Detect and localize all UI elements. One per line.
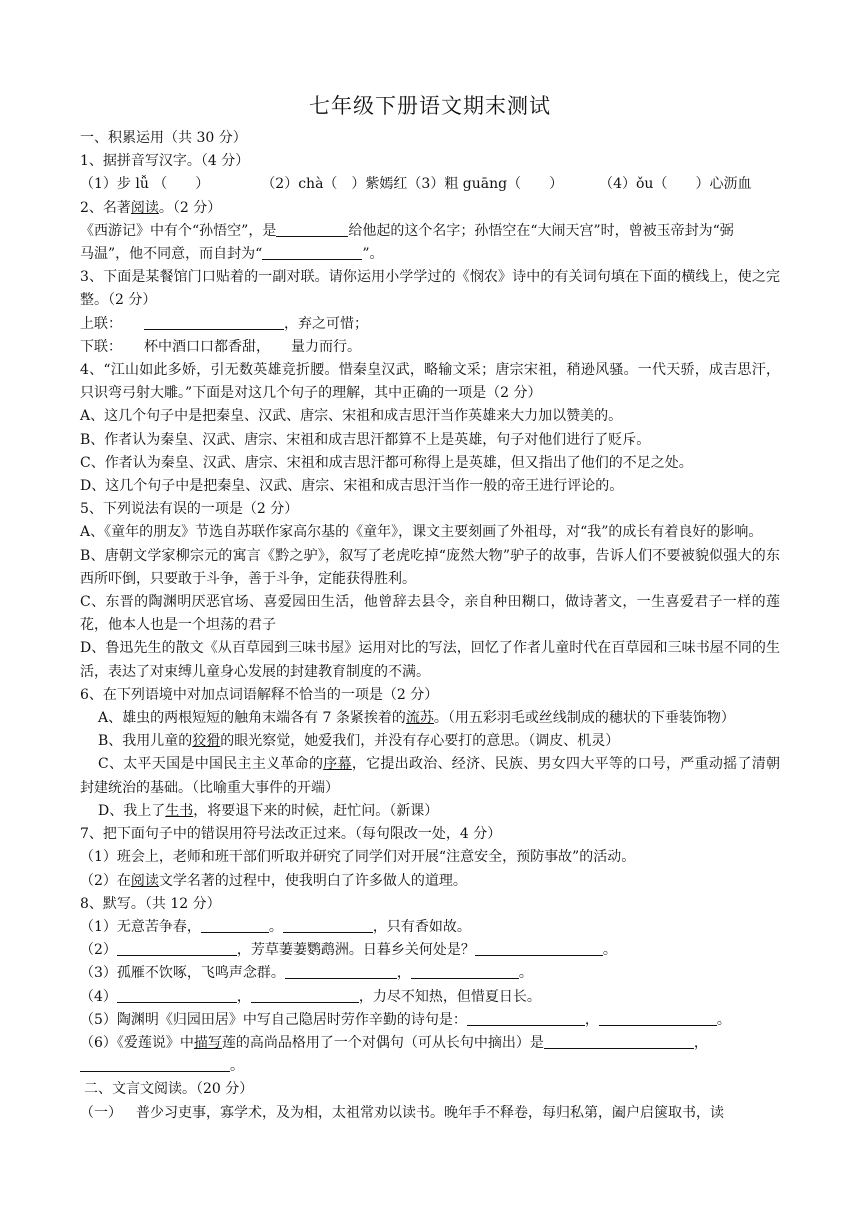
q8-l3-tail: 。 <box>518 965 533 982</box>
page-title: 七年级下册语文期末测试 <box>309 94 551 118</box>
q8-l2-tail: 。 <box>602 942 617 959</box>
couplet-upper <box>80 313 780 336</box>
question-7-stem: 7、把下面句子中的错误用符号法改正过来。（每句限改一处，4 分） <box>80 826 502 843</box>
q8-l5-tail: 。 <box>716 1011 731 1028</box>
q6-option-b <box>80 730 780 753</box>
q6-d-note: ，将要退下来的时候，赶忙问。（新课） <box>193 802 439 819</box>
q6-a-note: 。（用五彩羽毛或丝线制成的穗状的下垂装饰物） <box>433 710 735 727</box>
q8-l1-tail: ，只有香如故。 <box>372 918 471 935</box>
q2-stem-underlined: 阅读 <box>130 199 159 216</box>
q6-b-note: 的眼光察觉，她爱我们，并没有存心要打的意思。（调皮、机灵） <box>220 733 620 750</box>
q6-d-text: D、我上了 <box>98 802 166 819</box>
answer-blank[interactable] <box>117 988 237 1003</box>
q5-option-d: D、鲁迅先生的散文《从百草园到三味书屋》运用对比的写法，回忆了作者儿童时代在百草园和三味书屋不同的生活，表达了对束缚儿童身心发展的封建教育制度的不满。 <box>80 640 780 680</box>
q7-sentence-2 <box>80 870 780 893</box>
question-5-stem: 5、下列说法有误的一项是（2 分） <box>80 501 299 518</box>
question-2-line-1 <box>80 220 780 243</box>
question-6-stem: 6、在下列语境中对加点词语解释不恰当的一项是（2 分） <box>80 686 439 703</box>
q4-option-c: C、作者认为秦皇、汉武、唐宗、宋祖和成吉思汗都可称得上是英雄，但又指出了他们的不足之处。 <box>80 454 693 471</box>
q4-option-b: B、作者认为秦皇、汉武、唐宗、宋祖和成吉思汗都算不上是英雄，句子对他们进行了贬斥。 <box>80 431 651 448</box>
q8-l4-mid: ， <box>236 988 251 1005</box>
q4-option-a: A、这几个句子中是把秦皇、汉武、唐宗、宋祖和成吉思汗当作英雄来大力加以赞美的。 <box>80 408 623 425</box>
couplet-upper-tail: ，弃之可惜； <box>284 315 368 332</box>
question-4-stem: 4、“江山如此多娇，引无数英雄竞折腰。惜秦皇汉武，略输文采；唐宗宋祖，稍逊风骚。一代天骄，成吉思汗，只识弯弓射大雕。”下面是对这几个句子的理解，其中正确的一项是（2 分） <box>80 362 780 402</box>
answer-blank[interactable] <box>544 1034 694 1049</box>
q1-item-1: （1）步 lǚ （ ） <box>80 176 210 193</box>
q6-option-d <box>80 800 780 823</box>
couplet-upper-label: 上联： <box>80 315 122 332</box>
q6-a-text: A、雄虫的两根短短的触角末端各有 7 条紧挨着的 <box>98 710 406 727</box>
q5-option-b: B、唐朝文学家柳宗元的寓言《黔之驴》，叙写了老虎吃掉“庞然大物”驴子的故事，告诉人们不要被貌似强大的东西所吓倒，只要敢于斗争，善于斗争，定能获得胜利。 <box>80 547 780 587</box>
answer-blank[interactable] <box>251 988 359 1003</box>
q8-line-1 <box>80 916 780 939</box>
q1-item-2-3: （2）chà（ ）紫嫣红（3）粗 guāng（ ） <box>261 176 564 193</box>
q2-stem-text: 2、名著 <box>80 199 131 216</box>
q5-option-c: C、东晋的陶渊明厌恶官场、喜爱园田生活，他曾辞去县令，亲自种田糊口，做诗著文，一生喜爱君子一样的莲花，他本人也是一个坦荡的君子 <box>80 594 780 634</box>
q6-a-dotted-word: 流苏 <box>405 710 434 727</box>
q6-option-a <box>80 707 780 730</box>
q8-l3-mid: ， <box>396 965 411 982</box>
question-2-stem <box>80 197 780 220</box>
q8-l3-text: （3）孤雁不饮啄，飞鸣声念群。 <box>80 965 285 982</box>
q8-l6-tail: 。 <box>230 1058 244 1075</box>
answer-blank[interactable] <box>283 918 373 933</box>
passage-label: （一） <box>80 1104 122 1121</box>
question-2-line-2 <box>80 243 780 266</box>
q7-s2-text-a: （2）在 <box>80 872 131 889</box>
answer-blank[interactable] <box>117 941 237 956</box>
q6-b-dotted-word: 狡猾 <box>192 733 221 750</box>
q8-line-5 <box>80 1009 780 1032</box>
q8-line-6-cont <box>80 1055 780 1078</box>
q2-text-c: 马温”，他不同意，而自封为“ <box>80 246 263 263</box>
question-3-stem: 3、下面是某餐馆门口贴着的一副对联。请你运用小学学过的《悯农》诗中的有关词句填在下面的横线上，使之完整。（2 分） <box>80 269 780 309</box>
q8-line-2 <box>80 939 780 962</box>
q6-b-text: B、我用儿童的 <box>98 733 193 750</box>
question-8-stem: 8、默写。（共 12 分） <box>80 895 221 912</box>
q8-l5-mid: ， <box>584 1011 599 1028</box>
answer-blank[interactable] <box>144 315 284 330</box>
answer-blank[interactable] <box>599 1011 717 1026</box>
q7-s2-underlined: 阅读 <box>130 872 159 889</box>
q8-line-6 <box>80 1032 780 1055</box>
q8-l6-mid: ， <box>693 1034 708 1051</box>
q6-c-dotted-word: 序幕 <box>323 756 352 773</box>
q7-s2-text-b: 文学名著的过程中，使我明白了许多做人的道理。 <box>158 872 467 889</box>
q2-text-d: ”。 <box>362 246 384 263</box>
exam-page <box>80 90 780 1125</box>
q2-text-b: 给他起的这个名字；孙悟空在“大闹天宫”时，曾被玉帝封为“弼 <box>348 222 734 239</box>
section-heading: 一、积累运用（共 30 分） <box>80 130 247 146</box>
q2-text-a: 《西游记》中有个“孙悟空”，是 <box>80 222 277 239</box>
section-2-heading: 二、文言文阅读。（20 分） <box>84 1081 254 1098</box>
q1-item-4: （4）ǒu（ ）心沥血 <box>599 176 752 193</box>
q8-l5-text: （5）陶渊明《归园田居》中写自己隐居时劳作辛勤的诗句是： <box>80 1011 467 1028</box>
answer-blank[interactable] <box>285 964 397 979</box>
answer-blank[interactable] <box>201 918 269 933</box>
answer-blank[interactable] <box>411 964 519 979</box>
q8-l2-text: （2） <box>80 942 117 959</box>
q8-line-3 <box>80 962 780 985</box>
question-1-items <box>80 173 780 196</box>
q8-l1-text: （1）无意苦争春， <box>80 918 201 935</box>
answer-blank[interactable] <box>276 222 348 237</box>
q8-line-4 <box>80 986 780 1009</box>
couplet-lower-text: 杯中酒口口都香甜， 量力而行。 <box>144 338 361 355</box>
q8-l6-text-a: （6）《爱莲说》中 <box>80 1034 194 1051</box>
q6-c-note: ，它提出政治、经济、民族、男女四大平等的口号，严重动摇了清朝封建统治的基础。（比喻重大事件的开端） <box>80 756 781 796</box>
q8-l6-text-b: 莲的高尚品格用了一个对偶句（可从长句中摘出）是 <box>221 1034 544 1051</box>
q4-option-d: D、这几个句子中是把秦皇、汉武、唐宗、宋祖和成吉思汗当作一般的帝王进行评论的。 <box>80 478 624 495</box>
q8-l6-underlined: 描写 <box>193 1034 222 1051</box>
q8-l1-mid: 。 <box>268 918 283 935</box>
q2-stem-score: 。（2 分） <box>158 199 222 216</box>
question-1-stem: 1、据拼音写汉字。（4 分） <box>80 153 250 170</box>
q6-c-text: C、太平天国是中国民主主义革命的 <box>98 756 324 773</box>
answer-blank[interactable] <box>80 1057 230 1072</box>
classical-passage-1 <box>80 1102 780 1125</box>
q6-option-c <box>80 753 780 799</box>
passage-text: 普少习吏事，寡学术，及为相，太祖常劝以读书。晚年手不释卷，每归私第，阖户启箧取书，读 <box>136 1104 724 1121</box>
q7-sentence-1: （1）班会上，老师和班干部们听取并研究了同学们对开展“注意安全，预防事故”的活动。 <box>80 849 636 866</box>
q6-d-dotted-word: 生书 <box>165 802 194 819</box>
answer-blank[interactable] <box>467 1011 585 1026</box>
q5-option-a: A、《童年的朋友》节选自苏联作家高尔基的《童年》，课文主要刻画了外祖母，对“我”的成长有着良好的影响。 <box>80 524 763 541</box>
q8-l2-mid: ，芳草萋萋鹦鹉洲。日暮乡关何处是？ <box>236 942 475 959</box>
q8-l4-tail: ，力尽不知热，但惜夏日长。 <box>358 988 541 1005</box>
q8-l4-text: （4） <box>80 988 117 1005</box>
answer-blank[interactable] <box>262 245 362 260</box>
answer-blank[interactable] <box>475 941 603 956</box>
couplet-lower-label: 下联： <box>80 338 122 355</box>
couplet-lower <box>80 336 780 359</box>
